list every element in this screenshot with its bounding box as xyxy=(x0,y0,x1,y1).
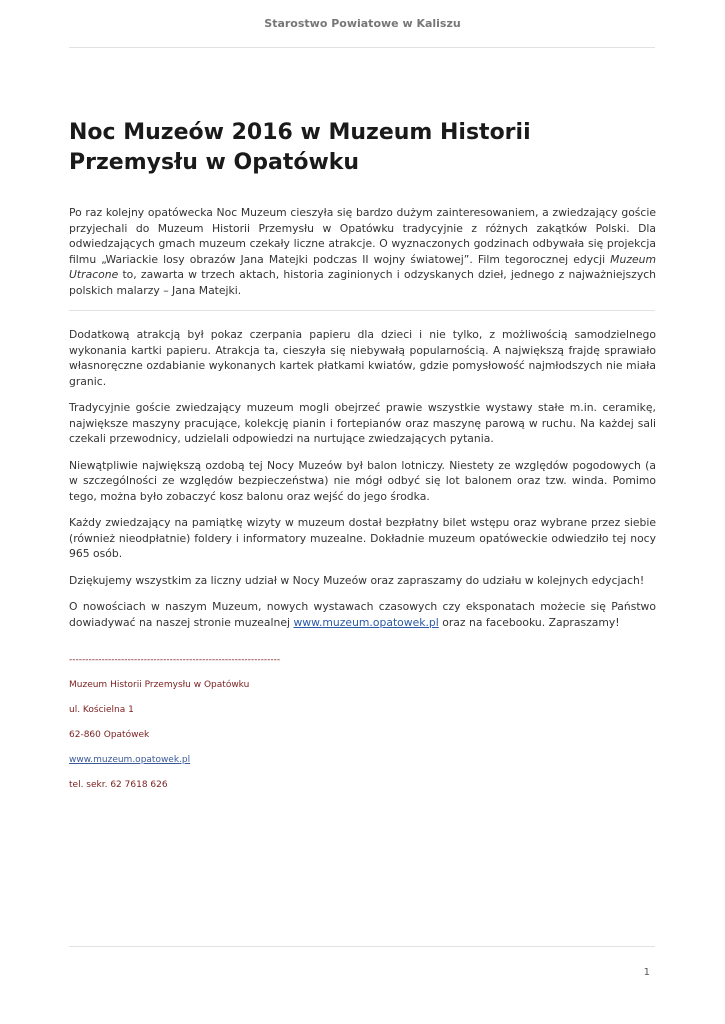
closing-text-after: oraz na facebooku. Zapraszamy! xyxy=(438,615,620,629)
footer-divider xyxy=(69,946,655,947)
document-header: Starostwo Powiatowe w Kaliszu xyxy=(264,17,461,30)
body-paragraph: Każdy zwiedzający na pamiątkę wizyty w muzeum dostał bezpłatny bilet wstępu oraz wybrane przez siebie (również nieodpłatnie) foldery i informatory muzealne. Dokładnie muzeum opatóweckie odwiedziło tej nocy 965 osób. xyxy=(69,516,656,560)
signature-website-link[interactable]: www.muzeum.opatowek.pl xyxy=(69,755,191,765)
intro-text-1: Po raz kolejny opatówecka Noc Muzeum cieszyła się bardzo dużym zainteresowaniem, a zwiedzający goście przyjechali do Muzeum Historii Przemysłu w Opatówku tradycyjnie z różnych zakątków Polski. Dla odwiedzających gmach muzeum czekały liczne atrakcje. O wyznaczonych godzinach odbywała się projekcja filmu „Wariackie losy obrazów Jana Matejki podczas II wojny światowej”. Film tegorocznej edycji xyxy=(69,206,656,266)
article-intro xyxy=(69,205,656,298)
signature-block xyxy=(69,655,469,805)
intro-text-2: to, zawarta w trzech aktach, historia zaginionych i odzyskanych dzieł, jednego z najważniejszych polskich malarzy – Jana Matejki. xyxy=(69,268,656,297)
intro-divider xyxy=(69,310,655,311)
signature-phone: tel. sekr. 62 7618 626 xyxy=(69,780,168,790)
body-paragraph: Dodatkową atrakcją był pokaz czerpania papieru dla dzieci i nie tylko, z możliwością samodzielnego wykonania kartki papieru. Atrakcja ta, cieszyła się niebywałą popularnością. A największą frajdę sprawiało własnoręczne ozdabianie wykonanych kartek płatkami kwiatów, gdzie pomysłowość najmłodszych nie miała granic. xyxy=(69,328,656,388)
article-body xyxy=(69,327,656,641)
signature-city: 62-860 Opatówek xyxy=(69,730,150,740)
closing-text-before: O nowościach w naszym Muzeum, nowych wystawach czasowych czy eksponatach możecie się Państwo dowiadywać na naszej stronie muzealnej xyxy=(69,600,656,629)
body-paragraph: Tradycyjnie goście zwiedzający muzeum mogli obejrzeć prawie wszystkie wystawy stałe m.in. ceramikę, największe maszyny pracujące, kolekcję pianin i fortepianów oraz maszynę parową w ruchu. Na każdej sali czekali przewodnicy, udzielali odpowiedzi na nurtujące zwiedzających pytania. xyxy=(69,401,656,445)
museum-website-link[interactable]: www.muzeum.opatowek.pl xyxy=(293,615,439,629)
article-title: Noc Muzeów 2016 w Muzeum Historii Przemysłu w Opatówku xyxy=(69,120,531,175)
closing-paragraph xyxy=(69,599,656,630)
intro-italic-title: Muzeum Utracone xyxy=(69,252,656,281)
body-paragraph: Dziękujemy wszystkim za liczny udział w Nocy Muzeów oraz zapraszamy do udziału w kolejnych edycjach! xyxy=(69,573,645,587)
header-divider xyxy=(69,47,655,48)
signature-separator: ----------------------------------------------------------------- xyxy=(69,655,281,665)
body-paragraph: Niewątpliwie największą ozdobą tej Nocy Muzeów był balon lotniczy. Niestety ze względów pogodowych (a w szczególności ze względów bezpieczeństwa) nie mógł odbyć się lot balonem oraz tzw. winda. Pomimo tego, można było zobaczyć kosz balonu oraz wejść do jego środka. xyxy=(69,458,656,503)
page-number: 1 xyxy=(643,967,650,978)
signature-street: ul. Kościelna 1 xyxy=(69,705,134,715)
signature-museum-name: Muzeum Historii Przemysłu w Opatówku xyxy=(69,680,250,690)
